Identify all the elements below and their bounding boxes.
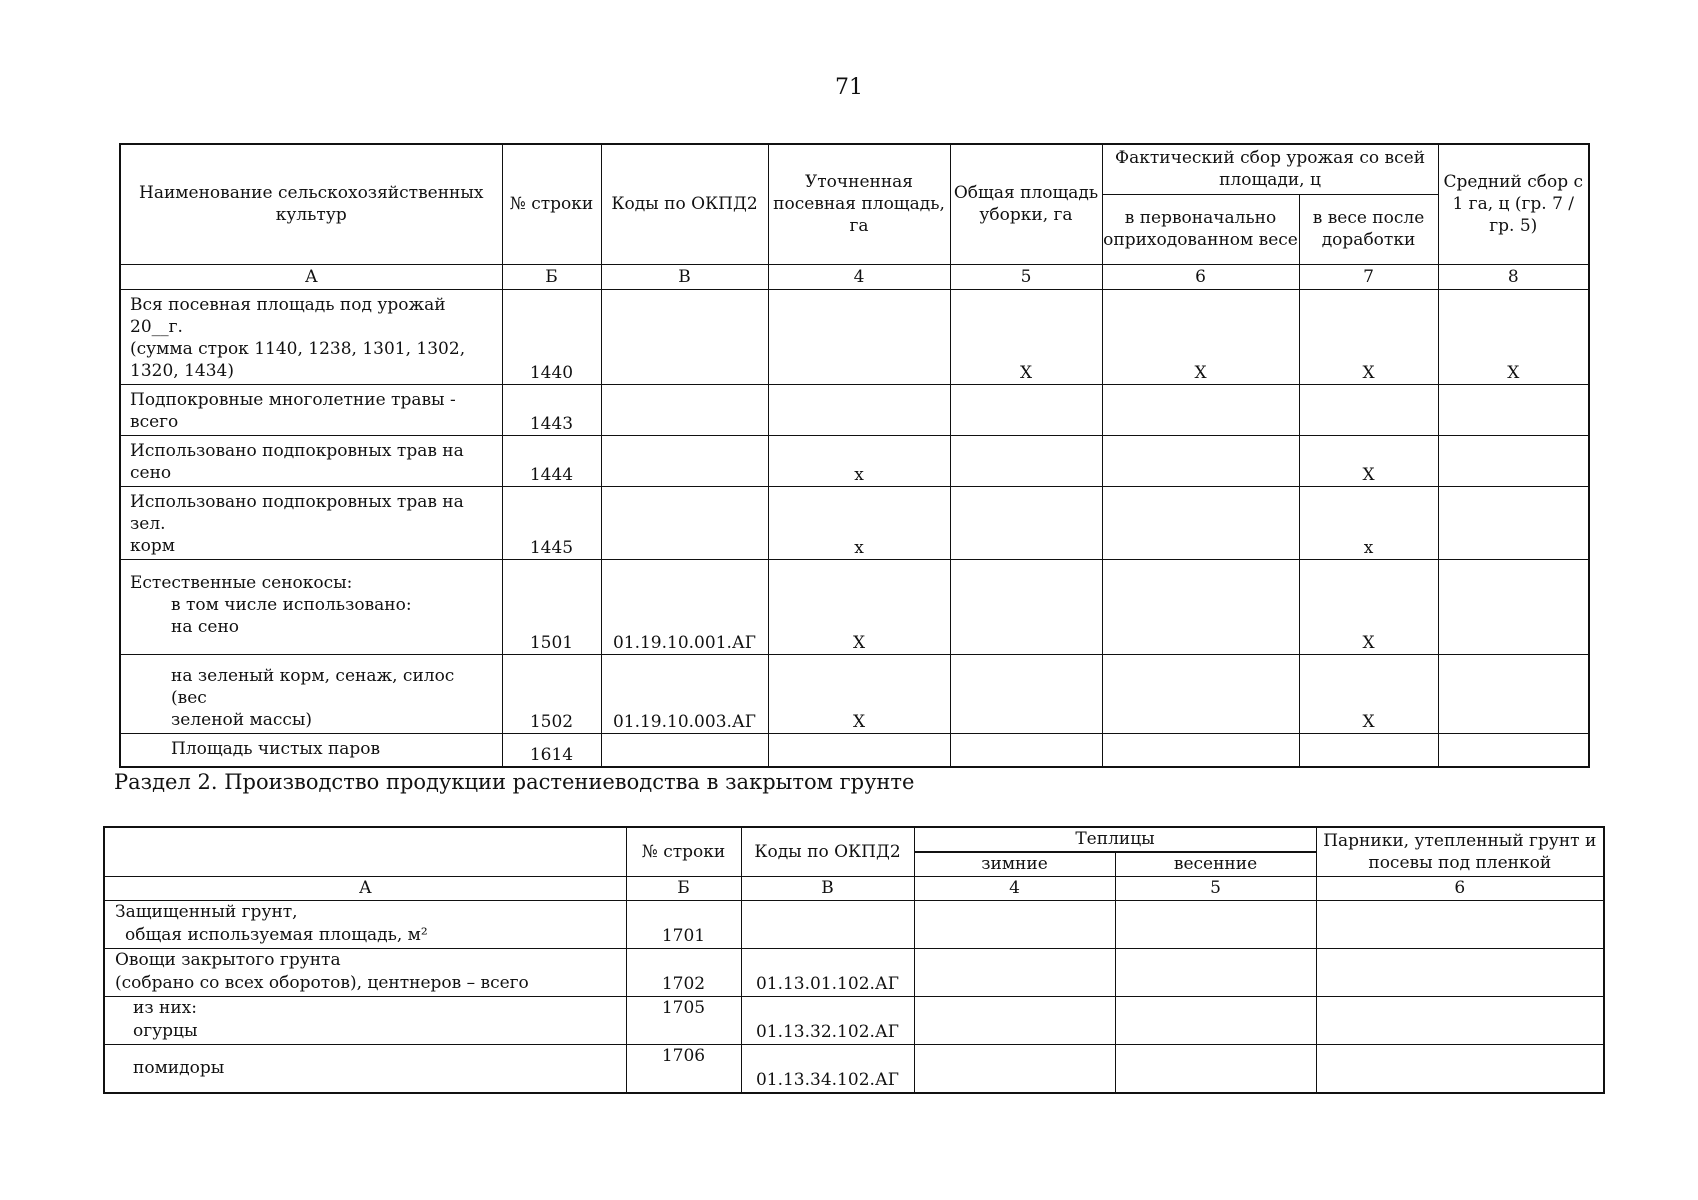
column-index: 7	[1299, 264, 1438, 289]
cell-harvest-area	[950, 733, 1102, 767]
table-row	[120, 384, 1589, 435]
table-row	[104, 1045, 1604, 1093]
cell-sown-area	[768, 384, 950, 435]
cell-after-processing: X	[1299, 559, 1438, 654]
header-row-number: № строки	[626, 827, 741, 877]
column-index: А	[120, 264, 502, 289]
header-actual-harvest: Фактический сбор урожая со всей площади, ц	[1102, 144, 1438, 194]
okpd2-code	[601, 435, 768, 486]
table-row	[120, 289, 1589, 384]
column-index: 4	[768, 264, 950, 289]
column-index: 6	[1316, 877, 1604, 901]
cell-winter	[914, 949, 1115, 997]
cell-after-processing: X	[1299, 654, 1438, 733]
okpd2-code	[601, 733, 768, 767]
row-number: 1444	[502, 435, 601, 486]
okpd2-code	[601, 289, 768, 384]
cell-sown-area	[768, 733, 950, 767]
cell-initial-weight	[1102, 486, 1299, 559]
cell-hotbeds	[1316, 949, 1604, 997]
cell-spring	[1115, 949, 1316, 997]
column-index: Б	[626, 877, 741, 901]
okpd2-code: 01.13.32.102.АГ	[741, 997, 914, 1045]
cell-sown-area	[768, 289, 950, 384]
column-index: В	[741, 877, 914, 901]
crop-area-table	[119, 143, 1590, 768]
row-number: 1706	[626, 1045, 741, 1093]
row-number: 1443	[502, 384, 601, 435]
header-harvest-area: Общая площадь уборки, га	[950, 144, 1102, 264]
row-number: 1501	[502, 559, 601, 654]
cell-harvest-area	[950, 384, 1102, 435]
cell-after-processing	[1299, 733, 1438, 767]
row-label: на зеленый корм, сенаж, силос (вес зеленой массы)	[120, 654, 502, 733]
table-row	[120, 486, 1589, 559]
cell-sown-area: X	[768, 559, 950, 654]
cell-harvest-area	[950, 559, 1102, 654]
header-winter: зимние	[914, 852, 1115, 877]
cell-hotbeds	[1316, 1045, 1604, 1093]
header-hotbeds: Парники, утепленный грунт и посевы под пленкой	[1316, 827, 1604, 877]
cell-initial-weight	[1102, 384, 1299, 435]
cell-spring	[1115, 1045, 1316, 1093]
cell-initial-weight	[1102, 654, 1299, 733]
cell-initial-weight	[1102, 559, 1299, 654]
okpd2-code	[601, 384, 768, 435]
row-label: Естественные сенокосы: в том числе использовано: на сено	[120, 559, 502, 654]
header-after-processing: в весе после доработки	[1299, 194, 1438, 264]
column-index: 5	[1115, 877, 1316, 901]
row-label: Использовано подпокровных трав на зел. корм	[120, 486, 502, 559]
cell-winter	[914, 1045, 1115, 1093]
cell-average-yield	[1438, 384, 1589, 435]
header-row-number: № строки	[502, 144, 601, 264]
column-index: А	[104, 877, 626, 901]
column-index: В	[601, 264, 768, 289]
row-number: 1701	[626, 901, 741, 949]
okpd2-code: 01.13.34.102.АГ	[741, 1045, 914, 1093]
okpd2-code	[601, 486, 768, 559]
cell-spring	[1115, 997, 1316, 1045]
cell-initial-weight: X	[1102, 289, 1299, 384]
row-number: 1440	[502, 289, 601, 384]
row-number: 1502	[502, 654, 601, 733]
header-greenhouses: Теплицы	[914, 827, 1316, 852]
header-sown-area: Уточненная посевная площадь, га	[768, 144, 950, 264]
table-row	[120, 559, 1589, 654]
row-label: из них: огурцы	[104, 997, 626, 1045]
cell-average-yield	[1438, 559, 1589, 654]
cell-sown-area: x	[768, 486, 950, 559]
cell-harvest-area: X	[950, 289, 1102, 384]
okpd2-code	[741, 901, 914, 949]
cell-initial-weight	[1102, 733, 1299, 767]
table-row	[120, 733, 1589, 767]
row-label: Площадь чистых паров	[120, 733, 502, 767]
header-crop-name: Наименование сельскохозяйственных культур	[120, 144, 502, 264]
page-number: 71	[835, 75, 863, 100]
row-number: 1445	[502, 486, 601, 559]
cell-winter	[914, 997, 1115, 1045]
cell-initial-weight	[1102, 435, 1299, 486]
row-number: 1705	[626, 997, 741, 1045]
row-label: помидоры	[104, 1045, 626, 1093]
row-number: 1614	[502, 733, 601, 767]
cell-after-processing: X	[1299, 435, 1438, 486]
column-index: 6	[1102, 264, 1299, 289]
cell-after-processing: x	[1299, 486, 1438, 559]
header-okpd2-codes: Коды по ОКПД2	[741, 827, 914, 877]
column-index: 5	[950, 264, 1102, 289]
cell-after-processing: X	[1299, 289, 1438, 384]
header-average-yield: Средний сбор с 1 га, ц (гр. 7 / гр. 5)	[1438, 144, 1589, 264]
row-label: Подпокровные многолетние травы - всего	[120, 384, 502, 435]
header-blank	[104, 827, 626, 877]
cell-hotbeds	[1316, 901, 1604, 949]
okpd2-code: 01.19.10.001.АГ	[601, 559, 768, 654]
header-spring: весенние	[1115, 852, 1316, 877]
cell-winter	[914, 901, 1115, 949]
row-label: Защищенный грунт, общая используемая площадь, м²	[104, 901, 626, 949]
cell-harvest-area	[950, 435, 1102, 486]
header-initial-weight: в первоначально оприходованном весе	[1102, 194, 1299, 264]
cell-average-yield	[1438, 733, 1589, 767]
column-index: Б	[502, 264, 601, 289]
cell-sown-area: X	[768, 654, 950, 733]
row-number: 1702	[626, 949, 741, 997]
cell-average-yield	[1438, 654, 1589, 733]
table-row	[104, 901, 1604, 949]
column-index: 4	[914, 877, 1115, 901]
table-row	[104, 997, 1604, 1045]
greenhouse-production-table	[103, 826, 1605, 1094]
table-row	[120, 654, 1589, 733]
row-label: Вся посевная площадь под урожай 20__г. (сумма строк 1140, 1238, 1301, 1302, 1320, 1434)	[120, 289, 502, 384]
okpd2-code: 01.13.01.102.АГ	[741, 949, 914, 997]
okpd2-code: 01.19.10.003.АГ	[601, 654, 768, 733]
cell-average-yield	[1438, 435, 1589, 486]
section-2-title: Раздел 2. Производство продукции растениеводства в закрытом грунте	[114, 770, 915, 794]
cell-sown-area: x	[768, 435, 950, 486]
cell-spring	[1115, 901, 1316, 949]
cell-harvest-area	[950, 654, 1102, 733]
header-okpd2-codes: Коды по ОКПД2	[601, 144, 768, 264]
cell-hotbeds	[1316, 997, 1604, 1045]
row-label: Использовано подпокровных трав на сено	[120, 435, 502, 486]
table-row	[120, 435, 1589, 486]
cell-harvest-area	[950, 486, 1102, 559]
cell-average-yield	[1438, 486, 1589, 559]
cell-average-yield: X	[1438, 289, 1589, 384]
row-label: Овощи закрытого грунта (собрано со всех оборотов), центнеров – всего	[104, 949, 626, 997]
table-row	[104, 949, 1604, 997]
cell-after-processing	[1299, 384, 1438, 435]
column-index: 8	[1438, 264, 1589, 289]
